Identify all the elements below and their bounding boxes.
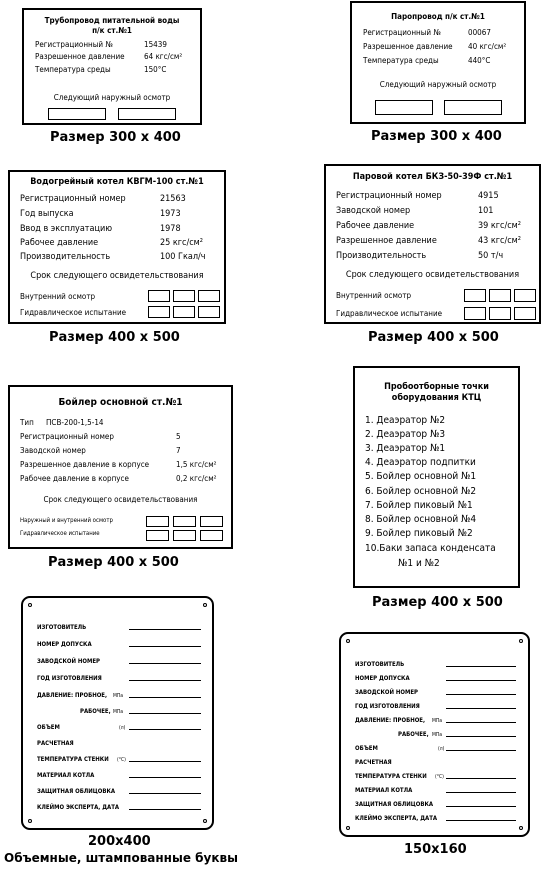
plate-title: Паропровод п/к ст.№1 <box>391 12 485 21</box>
row-label: Заводской номер <box>20 446 86 455</box>
field-line <box>446 820 516 821</box>
inspection-box <box>173 516 196 527</box>
list-item: 5. Бойлер основной №1 <box>365 471 477 482</box>
field-label: КЛЕЙМО ЭКСПЕРТА, ДАТА <box>355 815 438 822</box>
plate-note: Объемные, штампованные буквы <box>4 851 238 865</box>
check-label: Внутренний осмотр <box>336 291 412 300</box>
plate-subtitle: п/к ст.№1 <box>92 26 132 35</box>
next-inspection-label: Следующий наружный осмотр <box>379 80 497 89</box>
field-line <box>129 761 201 762</box>
inspection-box <box>200 530 223 541</box>
inspection-box <box>464 307 486 320</box>
field-line <box>129 713 201 714</box>
inspection-box <box>173 306 195 318</box>
row-label: Год выпуска <box>20 209 74 219</box>
plate-stamped-150x160 <box>339 632 530 837</box>
list-item: 9. Бойлер пиковый №2 <box>365 528 473 539</box>
field-line <box>446 666 516 667</box>
mounting-hole-icon <box>28 603 32 607</box>
row-label: Производительность <box>20 252 111 262</box>
plate-title: Пробоотборные точки <box>384 382 489 392</box>
term-label: Срок следующего освидетельствования <box>345 270 520 280</box>
inspection-box <box>146 516 169 527</box>
term-label: Срок следующего освидетельствования <box>30 271 204 281</box>
field-line <box>446 736 516 737</box>
row-label: Рабочее давление <box>336 221 415 231</box>
field-label: ДАВЛЕНИЕ: ПРОБНОЕ, <box>37 692 108 699</box>
inspection-box <box>489 307 511 320</box>
field-line <box>446 694 516 695</box>
type-label: Тип <box>20 418 34 427</box>
field-line <box>129 680 201 681</box>
row-value: 1,5 кгс/см² <box>176 460 217 469</box>
mounting-hole-icon <box>346 639 350 643</box>
row-label: Разрешенное давление <box>35 52 125 61</box>
check-label: Наружный и внутренний осмотр <box>20 517 113 524</box>
field-label: ЗАВОДСКОЙ НОМЕР <box>355 689 418 696</box>
row-label: Регистрационный номер <box>336 191 442 201</box>
row-value: 7 <box>176 446 181 455</box>
field-line <box>446 680 516 681</box>
mounting-hole-icon <box>28 819 32 823</box>
row-value: 15439 <box>144 40 167 49</box>
field-label: ЗАВОДСКОЙ НОМЕР <box>37 658 100 665</box>
row-value: 440°С <box>468 56 491 65</box>
inspection-box <box>444 100 502 115</box>
row-value: 43 кгс/см² <box>478 236 522 246</box>
field-label: ИЗГОТОВИТЕЛЬ <box>355 661 405 668</box>
type-value: ПСВ-200-1,5-14 <box>46 418 104 427</box>
check-label: Гидравлическое испытание <box>20 308 127 317</box>
list-item: 6. Бойлер основной №2 <box>365 486 477 497</box>
mounting-hole-icon <box>346 826 350 830</box>
row-value: 4915 <box>478 191 499 201</box>
field-label: ТЕМПЕРАТУРА СТЕНКИ <box>37 756 109 763</box>
inspection-box <box>118 108 176 120</box>
plate-title: Водогрейный котел КВГМ-100 ст.№1 <box>30 177 204 187</box>
unit-label: (°С) <box>117 757 126 763</box>
field-label: НОМЕР ДОПУСКА <box>37 641 92 648</box>
mounting-hole-icon <box>519 639 523 643</box>
field-label: ГОД ИЗГОТОВЛЕНИЯ <box>37 675 102 682</box>
field-label: РАСЧЕТНАЯ <box>355 759 392 766</box>
field-label: РАБОЧЕЕ, <box>398 731 429 738</box>
row-value: 0,2 кгс/см² <box>176 474 217 483</box>
row-value: 1978 <box>160 224 181 234</box>
inspection-box <box>173 530 196 541</box>
row-value: 101 <box>478 206 494 216</box>
plate-steam-pipeline <box>350 1 526 124</box>
inspection-box <box>148 290 170 302</box>
field-line <box>446 722 516 723</box>
mounting-hole-icon <box>203 819 207 823</box>
list-item: 7. Бойлер пиковый №1 <box>365 500 473 511</box>
field-label: ОБЪЕМ <box>37 724 60 731</box>
plate-title: оборудования КТЦ <box>391 393 482 403</box>
plate-title: Трубопровод питательной воды <box>44 16 180 25</box>
list-item: 3. Деаэратор №1 <box>365 443 446 454</box>
term-label: Срок следующего освидетельствования <box>43 495 198 504</box>
row-value: 150°С <box>144 65 167 74</box>
plate-size-caption: 150х160 <box>404 842 467 857</box>
inspection-box <box>375 100 433 115</box>
check-label: Гидравлическое испытание <box>336 309 443 318</box>
plate-size-caption: Размер 300 х 400 <box>371 129 502 144</box>
row-value: 25 кгс/см² <box>160 238 204 248</box>
list-item: 10.Баки запаса конденсата <box>365 543 496 554</box>
list-item: 1. Деаэратор №2 <box>365 415 446 426</box>
inspection-box <box>200 516 223 527</box>
inspection-box <box>514 289 536 302</box>
row-label: Регистрационный номер <box>20 432 114 441</box>
field-line <box>446 750 516 751</box>
row-label: Рабочее давление в корпусе <box>20 474 129 483</box>
field-line <box>446 778 516 779</box>
plate-size-caption: Размер 400 х 500 <box>368 330 499 345</box>
row-value: 5 <box>176 432 181 441</box>
field-label: ЗАЩИТНАЯ ОБЛИЦОВКА <box>355 801 434 808</box>
row-label: Разрешенное давление в корпусе <box>20 460 150 469</box>
field-line <box>446 792 516 793</box>
row-value: 64 кгс/см² <box>144 52 183 61</box>
field-label: РАБОЧЕЕ, <box>80 708 111 715</box>
plate-main-heater <box>8 385 233 549</box>
row-value: 100 Гкал/ч <box>160 252 206 262</box>
row-label: Температура среды <box>363 56 439 65</box>
check-label: Внутренний осмотр <box>20 292 96 301</box>
inspection-box <box>48 108 106 120</box>
field-line <box>129 777 201 778</box>
row-label: Разрешенное давление <box>363 42 453 51</box>
field-label: ГОД ИЗГОТОВЛЕНИЯ <box>355 703 420 710</box>
field-label: ЗАЩИТНАЯ ОБЛИЦОВКА <box>37 788 116 795</box>
plate-title: Бойлер основной ст.№1 <box>58 397 183 408</box>
inspection-box <box>198 306 220 318</box>
field-label: МАТЕРИАЛ КОТЛА <box>355 787 413 794</box>
row-label: Производительность <box>336 251 427 261</box>
inspection-box <box>514 307 536 320</box>
field-line <box>446 806 516 807</box>
inspection-box <box>489 289 511 302</box>
list-item: №1 и №2 <box>398 558 440 569</box>
inspection-box <box>198 290 220 302</box>
field-line <box>129 663 201 664</box>
plate-size-caption: Размер 400 х 500 <box>48 555 179 570</box>
field-line <box>129 629 201 630</box>
mounting-hole-icon <box>203 603 207 607</box>
unit-label: МПа <box>432 732 443 738</box>
row-label: Заводской номер <box>336 206 411 216</box>
plate-size-caption: Размер 400 х 500 <box>49 330 180 345</box>
plate-title: Паровой котел БКЗ-50-39Ф ст.№1 <box>352 172 513 182</box>
row-label: Разрешенное давление <box>336 236 437 246</box>
row-value: 40 кгс/см² <box>468 42 507 51</box>
plate-stamped-200x400 <box>21 596 214 830</box>
row-value: 50 т/ч <box>478 251 504 261</box>
field-label: КЛЕЙМО ЭКСПЕРТА, ДАТА <box>37 804 120 811</box>
list-item: 2. Деаэратор №3 <box>365 429 446 440</box>
check-label: Гидравлическое испытание <box>20 530 100 537</box>
field-line <box>129 809 201 810</box>
unit-label: (л) <box>119 725 126 731</box>
next-inspection-label: Следующий наружный осмотр <box>53 93 171 102</box>
field-line <box>129 729 201 730</box>
unit-label: (л) <box>438 746 445 752</box>
plate-feedwater-pipeline <box>22 8 202 125</box>
inspection-box <box>464 289 486 302</box>
field-label: МАТЕРИАЛ КОТЛА <box>37 772 95 779</box>
unit-label: МПа <box>432 718 443 724</box>
field-label: ТЕМПЕРАТУРА СТЕНКИ <box>355 773 427 780</box>
row-value: 00067 <box>468 28 491 37</box>
inspection-box <box>146 530 169 541</box>
row-value: 39 кгс/см² <box>478 221 522 231</box>
row-label: Ввод в эксплуатацию <box>20 224 113 234</box>
field-label: ДАВЛЕНИЕ: ПРОБНОЕ, <box>355 717 426 724</box>
plate-size-caption: Размер 400 х 500 <box>372 595 503 610</box>
row-label: Регистрационный № <box>363 28 441 37</box>
row-label: Рабочее давление <box>20 238 99 248</box>
field-line <box>446 708 516 709</box>
list-item: 4. Деаэратор подпитки <box>365 457 476 468</box>
inspection-box <box>173 290 195 302</box>
mounting-hole-icon <box>519 826 523 830</box>
unit-label: (°С) <box>435 774 444 780</box>
row-value: 1973 <box>160 209 181 219</box>
field-label: ОБЪЕМ <box>355 745 378 752</box>
field-line <box>129 793 201 794</box>
inspection-box <box>148 306 170 318</box>
plate-hot-water-boiler <box>8 170 226 324</box>
unit-label: МПа <box>113 709 124 715</box>
field-label: РАСЧЕТНАЯ <box>37 740 74 747</box>
field-line <box>129 646 201 647</box>
field-label: ИЗГОТОВИТЕЛЬ <box>37 624 87 631</box>
field-label: НОМЕР ДОПУСКА <box>355 675 410 682</box>
row-label: Регистрационный № <box>35 40 113 49</box>
plate-steam-boiler <box>324 164 541 324</box>
field-line <box>129 697 201 698</box>
row-label: Температура среды <box>35 65 111 74</box>
plate-size-caption: 200х400 <box>88 834 151 849</box>
row-label: Регистрационный номер <box>20 194 126 204</box>
plate-sampling-points <box>353 366 520 588</box>
unit-label: МПа <box>113 693 124 699</box>
plate-size-caption: Размер 300 х 400 <box>50 130 181 145</box>
row-value: 21563 <box>160 194 186 204</box>
list-item: 8. Бойлер основной №4 <box>365 514 477 525</box>
